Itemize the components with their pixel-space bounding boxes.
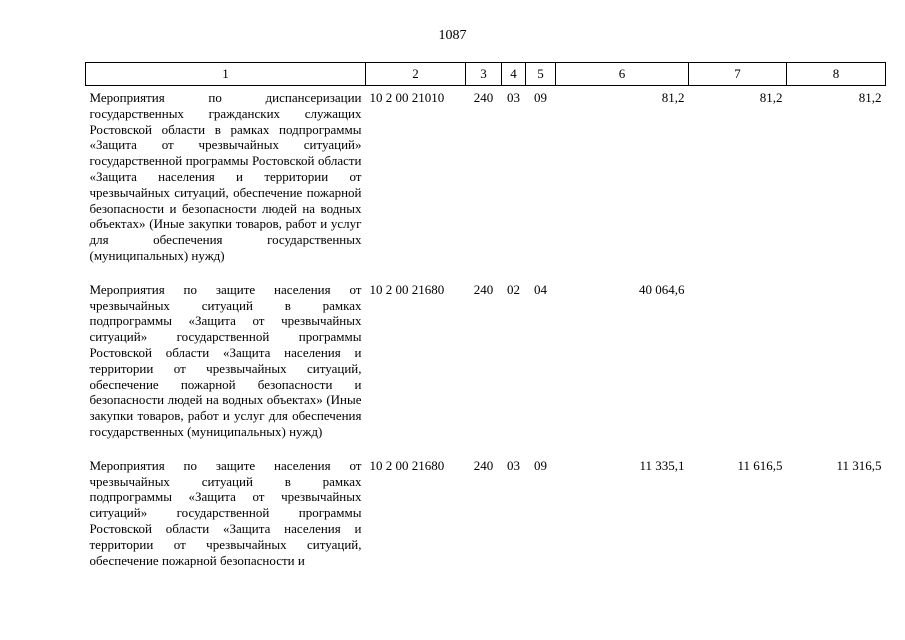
row-expense-type: 240 [473, 90, 494, 105]
table-body [86, 86, 886, 583]
column-header-8: 8 [787, 63, 886, 86]
row-amount-2: 81,2 [759, 90, 783, 105]
row-amount-3 [787, 278, 886, 454]
column-header-2: 2 [366, 63, 466, 86]
row-amount-2: 11 616,5 [737, 457, 783, 473]
header-row [86, 63, 886, 86]
row-amount-2 [689, 278, 787, 454]
row-expense-type: 240 [473, 281, 494, 297]
column-header-5: 5 [526, 63, 556, 86]
row-name-text: Мероприятия по защите населения от чрезвычайных ситуаций в рамках подпрограммы «Защита от чрезвычайных ситуаций» государственной программы Ростовской области «Защита населения и территории от чрезвычайных ситуаций, обеспечение пожарной безопасности и безопасности людей на водных объектах» (Иные закупки товаров, работ и услуг для обеспечения государственных (муниципальных) нужд) [89, 281, 362, 439]
row-target-article: 10 2 00 21680 [369, 281, 445, 297]
row-name-text: Мероприятия по защите населения от чрезвычайных ситуаций в рамках подпрограммы «Защита от чрезвычайных ситуаций» государственной программы Ростовской области «Защита населения и территории от чрезвычайных ситуаций, обеспечение пожарной безопасности и [89, 457, 362, 568]
row-amount-3: 11 316,5 [836, 457, 882, 473]
row-amount-3: 81,2 [858, 90, 882, 105]
row-section: 03 [507, 90, 520, 105]
row-target-article: 10 2 00 21010 [369, 90, 445, 105]
table-header [86, 63, 886, 86]
row-subsection: 09 [534, 457, 547, 473]
row-section: 03 [507, 457, 520, 473]
column-header-4: 4 [502, 63, 526, 86]
table-row [86, 86, 886, 278]
row-target-article: 10 2 00 21680 [369, 457, 445, 473]
row-name [86, 454, 366, 583]
budget-table [85, 62, 886, 582]
row-subsection: 09 [534, 90, 547, 105]
row-amount-1: 81,2 [661, 90, 685, 105]
row-subsection: 04 [534, 281, 547, 297]
row-name-text: Мероприятия по диспансеризации государственных гражданских служащих Ростовской области в рамках подпрограммы «Защита от чрезвычайных ситуаций» государственной программы Ростовской области «Защита населения и территории от чрезвычайных ситуаций, обеспечение пожарной безопасности и безопасности людей на водных объектах» (Иные закупки товаров, работ и услуг для обеспечения государственных (муниципальных) нужд) [89, 90, 362, 263]
row-expense-type: 240 [473, 457, 494, 473]
row-name [86, 86, 366, 278]
column-header-7: 7 [689, 63, 787, 86]
column-header-3: 3 [466, 63, 502, 86]
row-name [86, 278, 366, 454]
page-number: 1087 [438, 28, 467, 43]
table-row [86, 278, 886, 454]
row-amount-1: 11 335,1 [639, 457, 685, 473]
column-header-6: 6 [556, 63, 689, 86]
column-header-1: 1 [86, 63, 366, 86]
table-row [86, 454, 886, 583]
row-section: 02 [507, 281, 520, 297]
row-amount-1: 40 064,6 [639, 281, 685, 297]
